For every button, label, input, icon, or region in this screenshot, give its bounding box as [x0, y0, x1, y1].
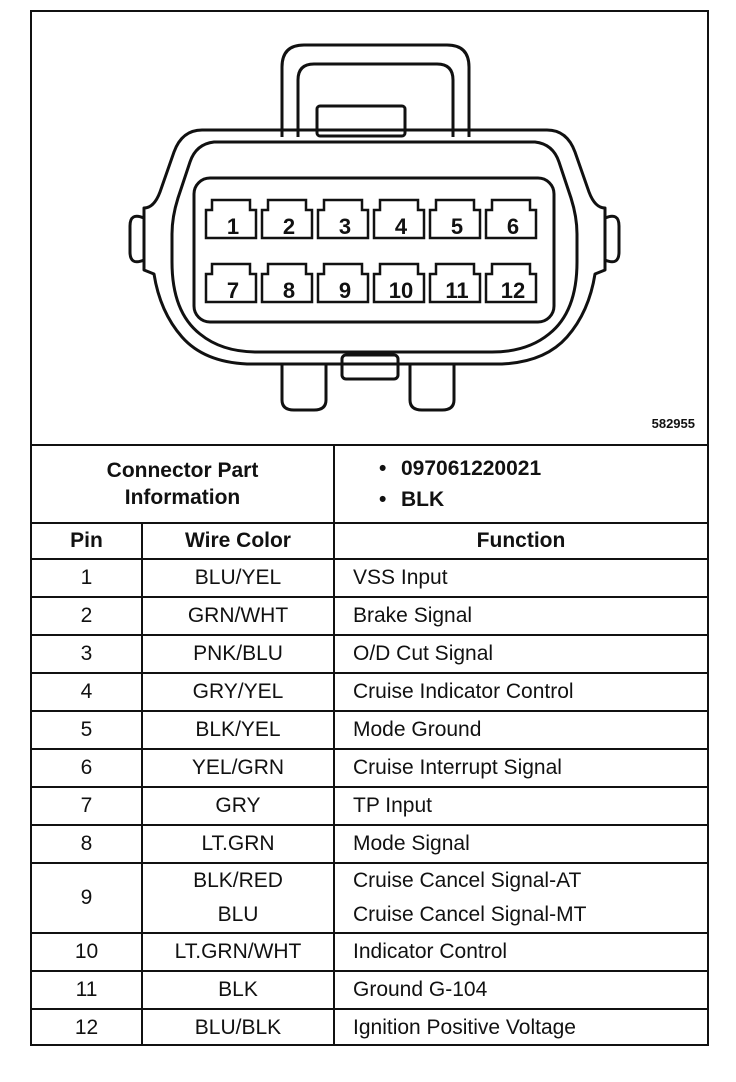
pin-function — [334, 673, 707, 711]
wire-color — [142, 559, 334, 597]
function-value: Ground G-104 — [353, 978, 488, 1001]
pin-row — [32, 825, 707, 863]
pin-number: 7 — [32, 787, 142, 825]
pin-number: 11 — [32, 971, 142, 1009]
connector-face-drawing — [32, 12, 707, 444]
function-value: Mode Signal — [353, 832, 470, 855]
pin-number: 12 — [32, 1009, 142, 1046]
wire-color-value: LT.GRN/WHT — [174, 940, 302, 963]
part-info-label-line1: Connector Part — [106, 459, 259, 482]
connector-chart — [30, 10, 709, 1046]
pin-number-label: 11 — [445, 278, 469, 303]
pin-row — [32, 749, 707, 787]
function-value: Brake Signal — [353, 604, 473, 627]
function-value: O/D Cut Signal — [353, 642, 494, 665]
connector-color: BLK — [401, 488, 445, 511]
pin-row — [32, 673, 707, 711]
wire-color — [142, 711, 334, 749]
header-wire-color: Wire Color — [142, 523, 334, 559]
pin-number: 2 — [32, 597, 142, 635]
pin-number: 6 — [32, 749, 142, 787]
pin-row — [32, 635, 707, 673]
wire-color — [142, 635, 334, 673]
bullet-icon: • — [379, 457, 387, 480]
pin-number: 9 — [32, 863, 142, 933]
pin-number: 3 — [32, 635, 142, 673]
pin-function — [334, 559, 707, 597]
wire-color — [142, 933, 334, 971]
pin-number-label: 6 — [506, 214, 520, 239]
wire-color — [142, 597, 334, 635]
pin-row — [32, 971, 707, 1009]
pin-number-label: 4 — [394, 214, 408, 239]
pin-number: 4 — [32, 673, 142, 711]
wire-color-value: BLU/YEL — [194, 566, 282, 589]
pin-row — [32, 559, 707, 597]
wire-color-value: GRN/WHT — [187, 604, 289, 627]
wire-color-value: LT.GRN — [201, 832, 275, 855]
pin-number-label: 9 — [338, 278, 352, 303]
pin-number: 1 — [32, 559, 142, 597]
function-value: Cruise Indicator Control — [353, 680, 574, 703]
bullet-icon: • — [379, 488, 387, 511]
wire-color — [142, 749, 334, 787]
function-value: Mode Ground — [353, 718, 482, 741]
pin-number-label: 3 — [338, 214, 352, 239]
part-info-label-line2: Information — [124, 486, 241, 509]
wire-color — [142, 787, 334, 825]
pin-function — [334, 787, 707, 825]
function-value: Cruise Cancel Signal-MT — [353, 903, 587, 926]
pin-number-label: 10 — [388, 278, 414, 303]
pin-row — [32, 1009, 707, 1046]
wire-color-value: BLK/YEL — [195, 718, 281, 741]
pin-number-label: 1 — [226, 214, 240, 239]
part-info-values — [334, 445, 707, 523]
pinout-table — [32, 444, 707, 1046]
pin-function — [334, 863, 707, 933]
header-pin: Pin — [32, 523, 142, 559]
header-function: Function — [334, 523, 707, 559]
pin-row — [32, 787, 707, 825]
wire-color — [142, 673, 334, 711]
pin-function — [334, 1009, 707, 1046]
part-number: 097061220021 — [401, 457, 542, 480]
pin-number-label: 5 — [450, 214, 464, 239]
pin-function — [334, 971, 707, 1009]
function-value: TP Input — [353, 794, 432, 817]
pin-function — [334, 711, 707, 749]
wire-color-value: BLK/RED — [193, 869, 283, 892]
wire-color — [142, 863, 334, 933]
pin-number-label: 2 — [282, 214, 296, 239]
wire-color — [142, 971, 334, 1009]
pin-number: 5 — [32, 711, 142, 749]
wire-color-value: YEL/GRN — [191, 756, 285, 779]
wire-color-value: GRY/YEL — [192, 680, 284, 703]
pin-function — [334, 933, 707, 971]
pin-function — [334, 749, 707, 787]
pin-number-label: 12 — [500, 278, 526, 303]
pin-number: 8 — [32, 825, 142, 863]
function-value: Cruise Interrupt Signal — [353, 756, 562, 779]
pin-number: 10 — [32, 933, 142, 971]
function-value: Cruise Cancel Signal-AT — [353, 869, 582, 892]
pin-row — [32, 711, 707, 749]
pin-row — [32, 597, 707, 635]
figure-number: 582955 — [651, 416, 695, 431]
pin-number-label: 7 — [226, 278, 240, 303]
pin-row — [32, 933, 707, 971]
pin-row — [32, 863, 707, 933]
wire-color-value: BLU — [217, 903, 259, 926]
part-info-label — [32, 445, 334, 523]
pin-function — [334, 597, 707, 635]
wire-color-value: GRY — [215, 794, 261, 817]
function-value: Ignition Positive Voltage — [353, 1016, 576, 1039]
wire-color — [142, 825, 334, 863]
function-value: VSS Input — [353, 566, 448, 589]
part-info-row — [32, 445, 707, 523]
function-value: Indicator Control — [353, 940, 508, 963]
wire-color-value: BLK — [218, 978, 258, 1001]
wire-color-value: PNK/BLU — [193, 642, 283, 665]
connector-outline — [32, 12, 707, 444]
pin-number-label: 8 — [282, 278, 296, 303]
wire-color-value: BLU/BLK — [194, 1016, 282, 1039]
wire-color — [142, 1009, 334, 1046]
pin-function — [334, 635, 707, 673]
header-row — [32, 523, 707, 559]
pin-function — [334, 825, 707, 863]
